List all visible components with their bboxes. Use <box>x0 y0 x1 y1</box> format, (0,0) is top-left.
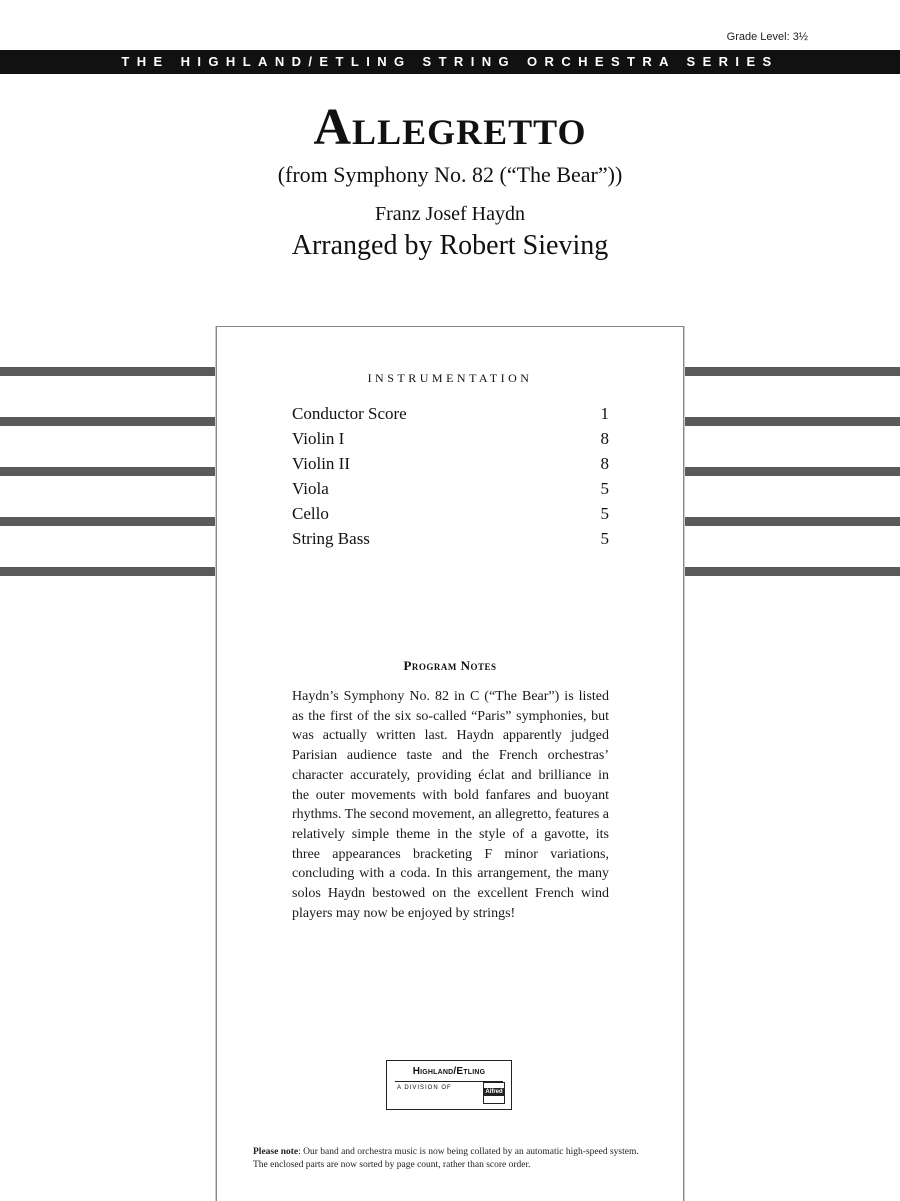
logo-wordmark: Highland/Etling <box>412 1066 486 1077</box>
instrument-name: String Bass <box>292 529 370 548</box>
staff-line <box>0 417 216 426</box>
instrument-count: 8 <box>600 454 609 473</box>
piece-subtitle: (from Symphony No. 82 (“The Bear”)) <box>277 162 623 187</box>
list-item <box>292 401 609 426</box>
staff-line <box>0 367 216 376</box>
instrumentation-heading: INSTRUMENTATION <box>367 371 533 385</box>
instrument-name: Violin II <box>292 454 350 473</box>
arranger-credit: Arranged by Robert Sieving <box>291 230 609 261</box>
please-note-label: Please note <box>253 1147 299 1157</box>
instrument-count: 5 <box>600 504 609 523</box>
instrument-name: Cello <box>292 504 329 523</box>
instrument-count: 5 <box>600 479 609 498</box>
instrument-count: 5 <box>600 529 609 548</box>
list-item <box>292 526 609 551</box>
instrumentation-list <box>292 401 609 551</box>
series-banner: THE HIGHLAND/ETLING STRING ORCHESTRA SERIES <box>0 50 900 74</box>
list-item <box>292 426 609 451</box>
program-notes-text: Haydn’s Symphony No. 82 in C (“The Bear”) is listed as the first of the six so-called “Paris” symphonies, but was actually written last. Haydn apparently judged Parisian audience taste and the French orchestras’ character accurately, providing éclat and brilliance in the outer movements with bold fanfares and buoyant rhythms. The second movement, an allegretto, features a relatively simple theme in the style of a gavotte, its three appearances bracketing F minor variations, concluding with a coda. In this arrangement, the many solos Haydn bestowed on the excellent French wind players may now be enjoyed by strings! <box>292 689 609 921</box>
instrument-name: Viola <box>292 479 329 498</box>
composer-name: Franz Josef Haydn <box>375 203 525 225</box>
list-item <box>292 451 609 476</box>
instrument-name: Conductor Score <box>292 404 407 423</box>
staff-line <box>684 367 900 376</box>
staff-line <box>0 467 216 476</box>
logo-mark-text: Alfred <box>485 1089 503 1095</box>
publisher-logo <box>386 1060 512 1110</box>
staff-line <box>684 517 900 526</box>
staff-line <box>684 567 900 576</box>
alfred-logo-icon <box>483 1082 505 1104</box>
staff-line <box>0 517 216 526</box>
program-notes-heading: Program Notes <box>403 658 497 673</box>
please-note-text: : Our band and orchestra music is now being collated by an automatic high-speed system. The enclosed parts are now sorted by page count, rather than score order. <box>253 1147 639 1170</box>
staff-line <box>684 467 900 476</box>
instrument-name: Violin I <box>292 429 345 448</box>
grade-level: Grade Level: 3½ <box>726 31 808 43</box>
list-item <box>292 501 609 526</box>
piece-title: Allegretto <box>313 99 587 156</box>
staff-line <box>684 417 900 426</box>
please-note <box>253 1146 653 1172</box>
list-item <box>292 476 609 501</box>
staff-line <box>0 567 216 576</box>
instrument-count: 1 <box>600 404 609 423</box>
logo-subtitle: A DIVISION OF <box>397 1085 452 1091</box>
instrument-count: 8 <box>600 429 609 448</box>
